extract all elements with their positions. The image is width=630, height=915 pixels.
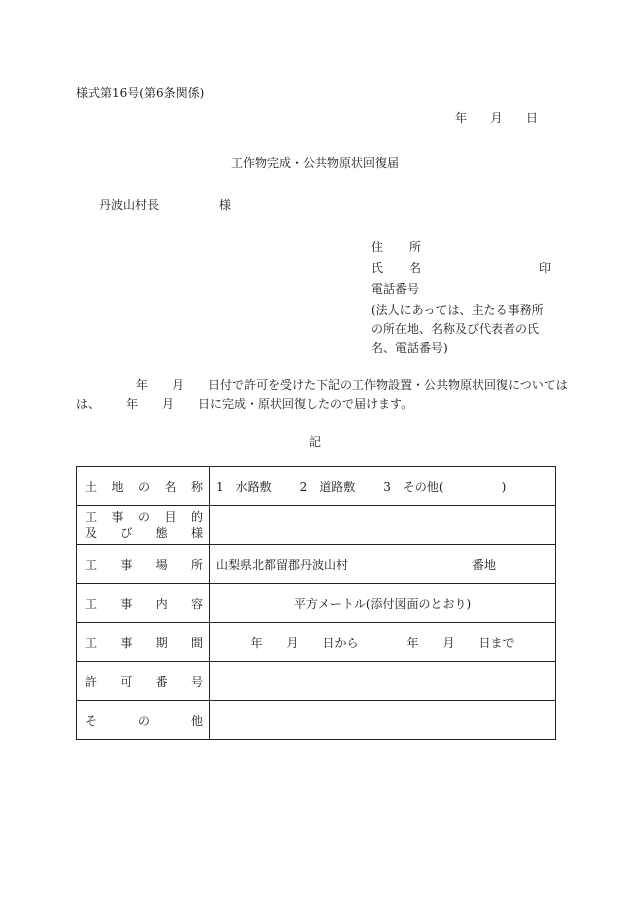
label-char: 許 (85, 674, 98, 689)
other-label (77, 701, 210, 740)
applicant-address-label (371, 237, 421, 257)
body-complete-phrase: 日に完成・原状回復したので届けます。 (198, 397, 414, 411)
label-char: 的 (190, 510, 203, 524)
body-month: 月 (172, 378, 185, 392)
label-char: 様 (190, 526, 203, 540)
document-title: 工作物完成・公共物原状回復届 (230, 156, 399, 170)
applicant-phone-label: 電話番号 (371, 282, 420, 296)
addressee-name: 丹波山村長 (99, 198, 160, 212)
notification-body (76, 376, 568, 414)
applicant-note: (法人にあっては、主たる事務所の所在地、名称及び代表者の氏名、電話番号) (371, 303, 544, 355)
land-name-value[interactable] (210, 467, 556, 506)
permit-label (77, 662, 210, 701)
ki-heading: 記 (308, 435, 321, 449)
table-row-location (77, 545, 556, 584)
details-table (76, 466, 556, 740)
location-label (77, 545, 210, 584)
content-unit-text: 平方メートル(添付図面のとおり) (293, 596, 472, 611)
table-row-land-name (77, 467, 556, 506)
label-char: 内 (155, 596, 168, 611)
name-label-char: 名 (408, 261, 421, 275)
label-char: 名 (164, 479, 177, 494)
table-row-content (77, 584, 556, 623)
label-char: 他 (190, 713, 203, 728)
body-line-1 (76, 376, 568, 395)
label-char: そ (85, 713, 98, 728)
location-value[interactable] (210, 545, 556, 584)
period-from-year: 年 (250, 635, 263, 650)
period-to-day: 日まで (478, 635, 515, 650)
option-other: 3 その他( (383, 479, 444, 494)
label-char: の (137, 510, 150, 524)
label-char: 事 (120, 557, 133, 572)
label-char: 場 (155, 557, 168, 572)
applicant-address-row (371, 237, 551, 258)
option-waterway: 1 水路敷 (216, 479, 272, 494)
other-value[interactable] (210, 701, 556, 740)
addressee-honorific: 様 (219, 198, 232, 212)
label-char: 地 (111, 479, 124, 494)
label-char: 可 (120, 674, 133, 689)
table-row-period (77, 623, 556, 662)
label-char: の (137, 713, 150, 728)
seal-mark: 印 (538, 261, 551, 275)
date-year-label: 年 (455, 111, 468, 125)
address-label-char: 住 (371, 240, 384, 254)
period-to-year: 年 (406, 635, 419, 650)
body-year-2: 年 (126, 397, 139, 411)
location-suffix: 番地 (472, 557, 497, 572)
land-name-label (77, 467, 210, 506)
purpose-value[interactable] (210, 506, 556, 545)
body-year: 年 (136, 378, 149, 392)
table-row-other (77, 701, 556, 740)
label-char: 事 (120, 635, 133, 650)
label-char: 事 (120, 596, 133, 611)
permit-value[interactable] (210, 662, 556, 701)
body-month-2: 月 (162, 397, 175, 411)
label-char: 期 (155, 635, 168, 650)
name-label-char: 氏 (371, 261, 384, 275)
label-char: の (137, 479, 150, 494)
label-char: 土 (85, 479, 98, 494)
content-value[interactable] (210, 584, 556, 623)
form-number: 様式第16号(第6条関係) (76, 86, 205, 100)
period-to-month: 月 (442, 635, 455, 650)
date-month-label: 月 (490, 111, 503, 125)
label-char: 容 (190, 596, 203, 611)
period-value[interactable] (210, 623, 556, 662)
period-label (77, 623, 210, 662)
label-char: 態 (155, 526, 168, 540)
content-label (77, 584, 210, 623)
body-permit-phrase: 日付で許可を受けた下記の工作物設置・公共物原状回復については (208, 378, 568, 392)
table-row-purpose (77, 506, 556, 545)
option-road: 2 道路敷 (299, 479, 356, 494)
label-char: 番 (155, 674, 168, 689)
applicant-name-row (371, 258, 551, 279)
date-day-label: 日 (525, 111, 538, 125)
label-char: 間 (190, 635, 203, 650)
address-label-char: 所 (408, 240, 421, 254)
body-wa: は、 (76, 397, 101, 411)
label-char: び (120, 526, 133, 540)
period-from-day: 日から (322, 635, 359, 650)
label-char: 事 (111, 510, 124, 524)
applicant-name-label (371, 258, 421, 279)
option-other-close: ) (501, 479, 507, 494)
label-char: 号 (190, 674, 203, 689)
period-from-month: 月 (286, 635, 299, 650)
applicant-block (371, 237, 551, 358)
label-char: 称 (190, 479, 203, 494)
body-line-2 (76, 395, 554, 414)
label-char: 工 (85, 557, 98, 572)
label-char: 工 (85, 635, 98, 650)
label-char: 工 (85, 510, 98, 524)
addressee (99, 196, 231, 213)
label-char: 所 (190, 557, 203, 572)
label-char: 工 (85, 596, 98, 611)
table-row-permit (77, 662, 556, 701)
label-char: 目 (164, 510, 177, 524)
purpose-label (77, 506, 210, 545)
location-place: 山梨県北都留郡丹波山村 (216, 557, 349, 572)
date-line (455, 109, 538, 126)
label-char: 及 (85, 526, 98, 540)
